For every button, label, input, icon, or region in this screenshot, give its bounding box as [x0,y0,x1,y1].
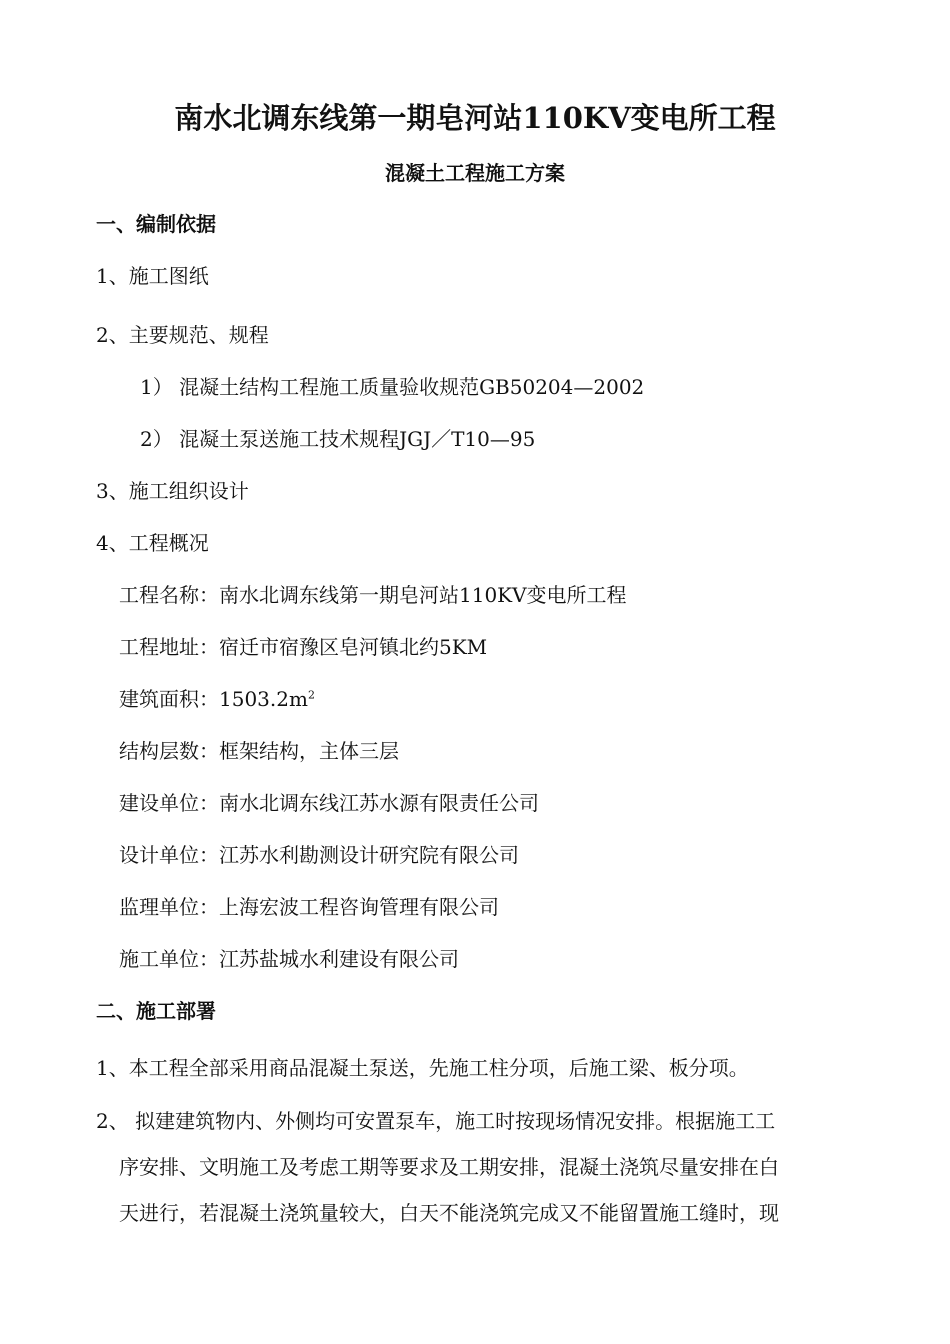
overview-owner: 建设单位：南水北调东线江苏水源有限责任公司 [119,791,539,815]
paragraph-2-line-2: 序安排、文明施工及考虑工期等要求及工期安排，混凝土浇筑尽量安排在白 [119,1155,779,1179]
overview-supervisor: 监理单位：上海宏波工程咨询管理有限公司 [119,895,499,919]
paragraph-1: 1、本工程全部采用商品混凝土泵送，先施工柱分项，后施工梁、板分项。 [96,1056,749,1080]
overview-structure: 结构层数：框架结构，主体三层 [119,739,399,763]
paragraph-2-line-1: 2、 拟建建筑物内、外侧均可安置泵车，施工时按现场情况安排。根据施工工 [96,1109,776,1133]
list-item-overview: 4、工程概况 [96,531,209,555]
list-item-standards: 2、主要规范、规程 [96,323,269,347]
section-heading-basis: 一、编制依据 [96,212,216,236]
overview-designer: 设计单位：江苏水利勘测设计研究院有限公司 [119,843,519,867]
sub-item-standard-2: 2） 混凝土泵送施工技术规程JGJ／T10—95 [140,427,536,451]
overview-project-name: 工程名称：南水北调东线第一期皂河站110KV变电所工程 [119,583,627,607]
document-subtitle: 混凝土工程施工方案 [385,161,565,185]
list-item-organization-design: 3、施工组织设计 [96,479,249,503]
area-superscript: 2 [307,688,315,702]
document-title: 南水北调东线第一期皂河站110KV变电所工程 [174,101,776,135]
paragraph-2-line-3: 天进行，若混凝土浇筑量较大，白天不能浇筑完成又不能留置施工缝时，现 [119,1201,779,1225]
area-text: 建筑面积：1503.2m [119,687,308,711]
list-item-drawings: 1、施工图纸 [96,264,209,288]
sub-item-standard-1: 1） 混凝土结构工程施工质量验收规范GB50204—2002 [140,375,645,399]
overview-contractor: 施工单位：江苏盐城水利建设有限公司 [119,947,459,971]
overview-project-address: 工程地址：宿迁市宿豫区皂河镇北约5KM [119,635,488,659]
section-heading-deployment: 二、施工部署 [96,999,216,1023]
overview-building-area [119,683,315,712]
